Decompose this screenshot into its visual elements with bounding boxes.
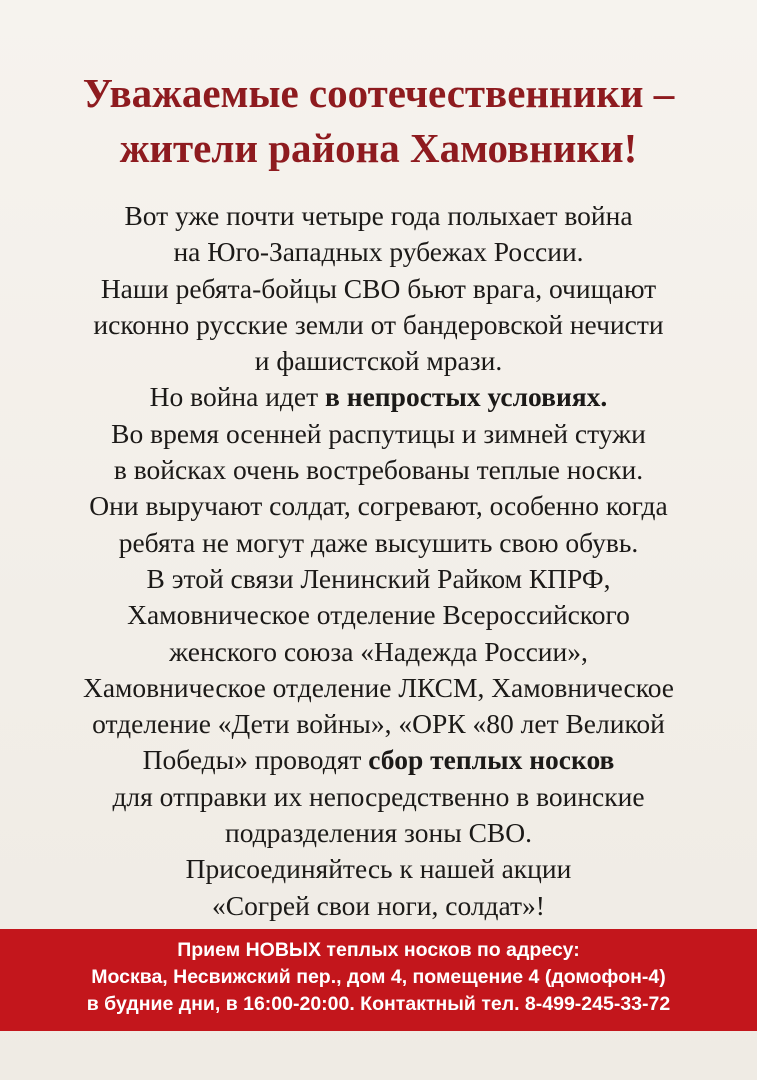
title-line: Уважаемые соотечественники –: [82, 70, 675, 116]
text-span: Но война идет: [149, 381, 326, 413]
text-line: Наши ребята-бойцы СВО бьют врага, очищают: [100, 272, 657, 304]
text-line: Вот уже почти четыре года полыхает война: [124, 200, 633, 231]
text-line: [0, 379, 757, 415]
title-line: жители района Хамовники!: [119, 125, 638, 171]
text-line: Они выручают солдат, согревают, особенно когда: [89, 490, 668, 522]
text-line: «Согрей свои ноги, солдат»!: [212, 889, 545, 921]
emphasis-text: сбор теплых носков: [368, 744, 615, 776]
text-line: [0, 742, 757, 778]
text-line: Хамовническое отделение Всероссийского: [127, 599, 630, 631]
text-line: В этой связи Ленинский Райком КПРФ,: [146, 562, 611, 594]
text-line: на Юго-Западных рубежах России.: [173, 236, 584, 268]
text-line: Хамовническое отделение ЛКСМ, Хамовническое: [82, 671, 675, 703]
appeal-text: [0, 198, 757, 924]
text-line: отделение «Дети войны», «ОРК «80 лет Великой: [92, 708, 665, 740]
text-line: ребята не могут даже высушить свою обувь.: [118, 526, 639, 558]
text-line: женского союза «Надежда России»,: [169, 635, 588, 667]
text-line: подразделения зоны СВО.: [224, 817, 532, 849]
text-line: исконно русские земли от бандеровской нечисти: [93, 308, 664, 340]
text-span: Победы» проводят: [142, 744, 369, 776]
emphasis-text: в непростых условиях.: [325, 381, 608, 413]
banner-line: Москва, Несвижский пер., дом 4, помещение 4 (домофон-4): [91, 966, 666, 988]
banner-line: в будние дни, в 16:00-20:00. Контактный тел. 8-499-245-33-72: [86, 993, 671, 1015]
text-line: Присоединяйтесь к нашей акции: [185, 853, 572, 885]
text-line: для отправки их непосредственно в воинские: [112, 780, 645, 812]
text-line: Во время осенней распутицы и зимней стужи: [111, 417, 646, 449]
collection-info-banner: [0, 929, 757, 1031]
text-line: в войсках очень востребованы теплые носки.: [113, 454, 644, 486]
banner-line: Прием НОВЫХ теплых носков по адресу:: [177, 939, 580, 961]
text-line: и фашистской мрази.: [254, 345, 503, 377]
page-title: [0, 66, 757, 176]
